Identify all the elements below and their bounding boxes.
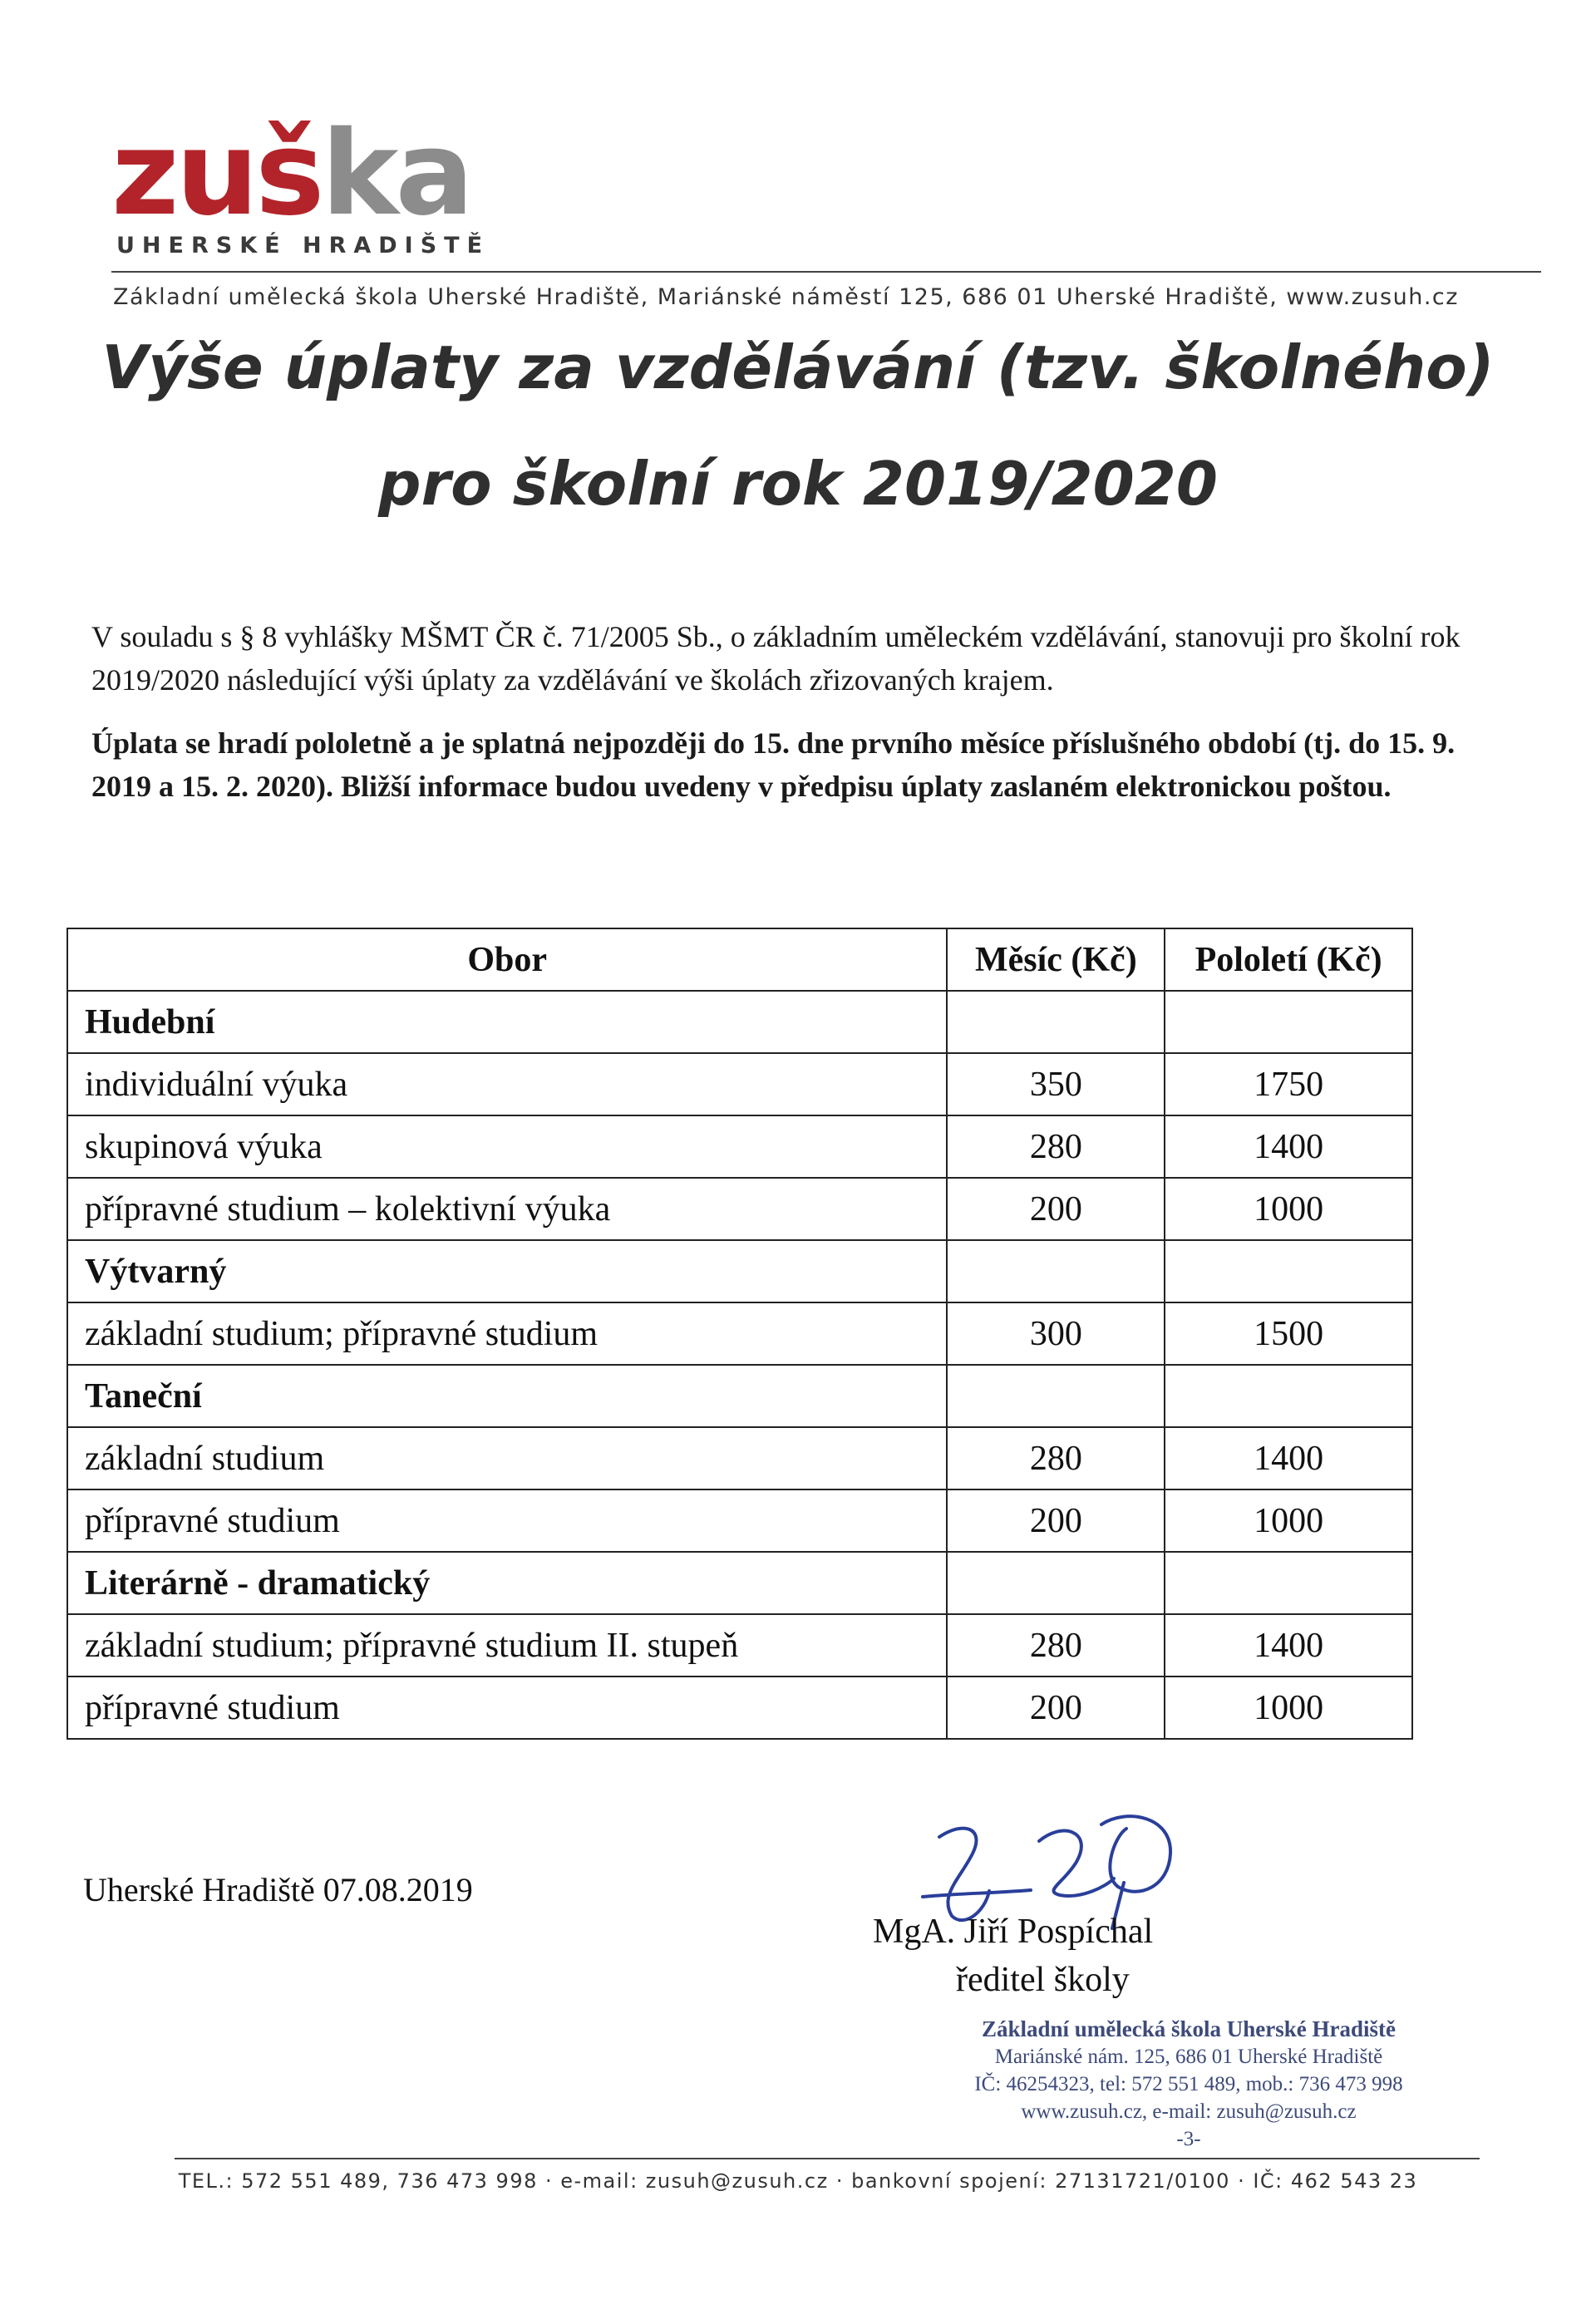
table-row (67, 1178, 1412, 1240)
signatory-role: ředitel školy (956, 1961, 1130, 1999)
category-cell: Taneční (67, 1365, 947, 1427)
logo-text-red: zuš (111, 106, 322, 242)
subject-cell: individuální výuka (67, 1053, 947, 1115)
month-cell: 280 (947, 1115, 1165, 1178)
half-cell: 1500 (1165, 1302, 1412, 1365)
header-obor: Obor (67, 928, 947, 991)
table-row (67, 991, 1412, 1053)
half-cell: 1400 (1165, 1115, 1412, 1178)
stamp-contact: IČ: 46254323, tel: 572 551 489, mob.: 736 473 998 (974, 2073, 1403, 2095)
subject-cell: základní studium; přípravné studium II. stupeň (67, 1614, 947, 1677)
half-cell: 1000 (1165, 1489, 1412, 1552)
header-rule (111, 271, 1541, 273)
half-cell: 1400 (1165, 1427, 1412, 1489)
month-cell: 280 (947, 1427, 1165, 1489)
table-row (67, 1427, 1412, 1489)
subject-cell: skupinová výuka (67, 1115, 947, 1178)
header-half: Pololetí (Kč) (1165, 928, 1412, 991)
subject-cell: přípravné studium – kolektivní výuka (67, 1178, 947, 1240)
half-cell (1165, 991, 1412, 1053)
table-row (67, 1614, 1412, 1677)
category-cell: Literárně - dramatický (67, 1552, 947, 1614)
half-cell: 1400 (1165, 1614, 1412, 1677)
footer-contacts: TEL.: 572 551 489, 736 473 998 · e-mail: zusuh@zusuh.cz · bankovní spojení: 27131721/0100 · IČ: 462 543 23 (178, 2169, 1418, 2193)
month-cell: 200 (947, 1489, 1165, 1552)
month-cell: 350 (947, 1053, 1165, 1115)
table-row (67, 1489, 1412, 1552)
month-cell (947, 991, 1165, 1053)
fee-table (66, 928, 1413, 1740)
table-header-row (67, 928, 1412, 991)
table-row (67, 1677, 1412, 1739)
table-row (67, 1240, 1412, 1302)
half-cell (1165, 1365, 1412, 1427)
month-cell (947, 1552, 1165, 1614)
logo-subtitle: UHERSKÉ HRADIŠTĚ (116, 233, 490, 258)
half-cell: 1000 (1165, 1677, 1412, 1739)
school-address: Základní umělecká škola Uherské Hradiště, Mariánské náměstí 125, 686 01 Uherské Hradiště, www.zusuh.cz (113, 284, 1459, 310)
table-row (67, 1552, 1412, 1614)
header-month: Měsíc (Kč) (947, 928, 1165, 991)
category-cell: Výtvarný (67, 1240, 947, 1302)
table-row (67, 1115, 1412, 1178)
month-cell: 280 (947, 1614, 1165, 1677)
stamp-web: www.zusuh.cz, e-mail: zusuh@zusuh.cz (1021, 2100, 1357, 2123)
signatory-name: MgA. Jiří Pospíchal (873, 1913, 1154, 1951)
footer-rule (175, 2158, 1480, 2159)
table-row (67, 1302, 1412, 1365)
document-title: Výše úplaty za vzdělávání (tzv. školného) (101, 332, 1495, 402)
school-logo (111, 100, 490, 258)
table-row (67, 1053, 1412, 1115)
half-cell: 1750 (1165, 1053, 1412, 1115)
subject-cell: základní studium (67, 1427, 947, 1489)
document-subtitle: pro školní rok 2019/2020 (378, 449, 1218, 519)
half-cell: 1000 (1165, 1178, 1412, 1240)
half-cell (1165, 1552, 1412, 1614)
half-cell (1165, 1240, 1412, 1302)
table-row (67, 1365, 1412, 1427)
document-date: Uherské Hradiště 07.08.2019 (83, 1871, 473, 1908)
subject-cell: přípravné studium (67, 1489, 947, 1552)
logo-text-grey: ka (321, 106, 471, 242)
stamp-title: Základní umělecká škola Uherské Hradiště (981, 2016, 1396, 2041)
month-cell: 300 (947, 1302, 1165, 1365)
payment-paragraph: Úplata se hradí pololetně a je splatná nejpozději do 15. dne prvního měsíce příslušného období (tj. do 15. 9. 2019 a 15. 2. 2020). Bližší informace budou uvedeny v předpisu úplaty zaslaném elektronickou poštou. (91, 726, 1456, 803)
month-cell: 200 (947, 1677, 1165, 1739)
school-stamp (898, 2016, 1480, 2153)
intro-paragraph: V souladu s § 8 vyhlášky MŠMT ČR č. 71/2005 Sb., o základním uměleckém vzdělávání, stanovuji pro školní rok 2019/2020 následující výši úplaty za vzdělávání ve školách zřizovaných krajem. (91, 620, 1461, 697)
category-cell: Hudební (67, 991, 947, 1053)
month-cell (947, 1365, 1165, 1427)
logo-wordmark (111, 106, 471, 242)
stamp-number: -3- (1176, 2128, 1201, 2150)
stamp-address: Mariánské nám. 125, 686 01 Uherské Hradiště (994, 2046, 1383, 2068)
subject-cell: přípravné studium (67, 1677, 947, 1739)
subject-cell: základní studium; přípravné studium (67, 1302, 947, 1365)
month-cell (947, 1240, 1165, 1302)
month-cell: 200 (947, 1178, 1165, 1240)
